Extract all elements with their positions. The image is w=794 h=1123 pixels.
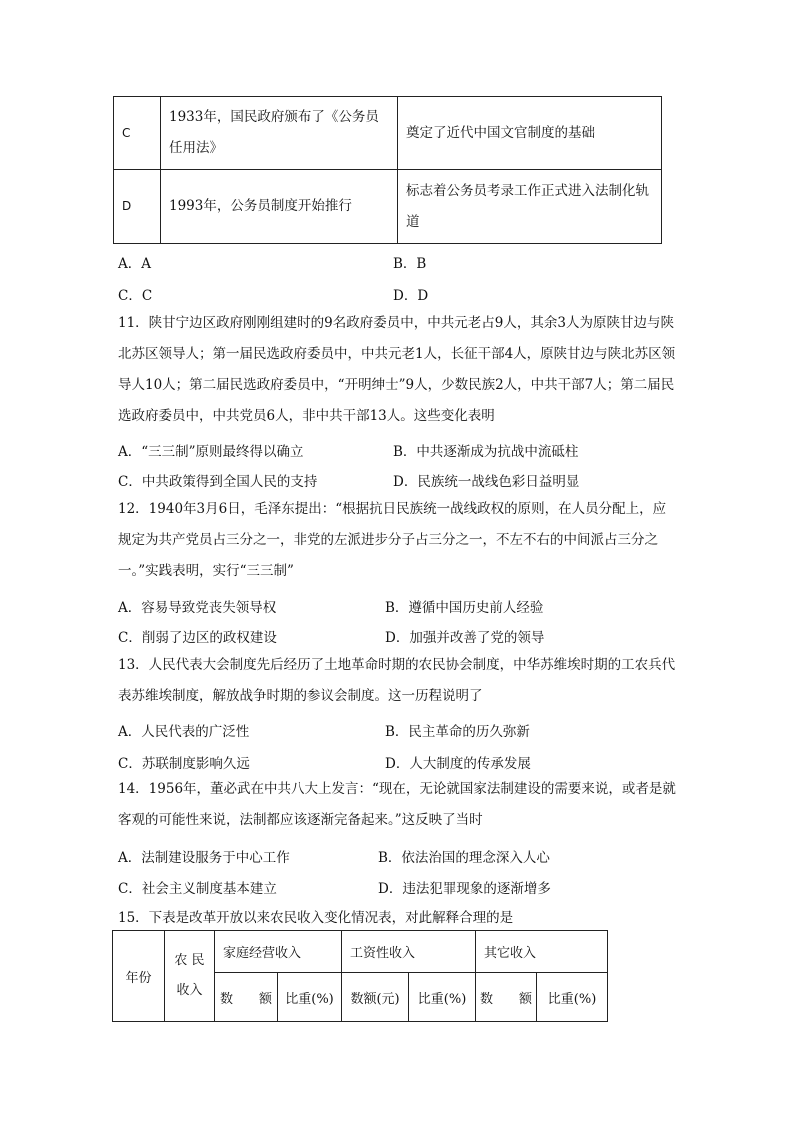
- q14-stem: 14．1956年，董必武在中共八大上发言：“现在，无论就国家法制建设的需要来说，或者是就客观的可能性来说，法制都应该逐渐完备起来。”这反映了当时: [118, 781, 676, 828]
- q13-option-d[interactable]: D．人大制度的传承发展: [385, 756, 531, 772]
- row-event: 1993年，公务员制度开始推行: [161, 170, 398, 244]
- q15-stem: 15．下表是改革开放以来农民收入变化情况表，对此解释合理的是: [118, 910, 514, 926]
- q14-option-c[interactable]: C．社会主义制度基本建立: [118, 881, 277, 897]
- row-label: C: [114, 97, 161, 170]
- q12-option-b[interactable]: B．遵循中国历史前人经验: [385, 600, 544, 616]
- q12-option-c[interactable]: C．削弱了边区的政权建设: [118, 630, 277, 646]
- table-row: [114, 170, 662, 244]
- header-wage-income: 工资性收入: [342, 931, 476, 973]
- q11-stem: 11．陕甘宁边区政府刚刚组建时的9名政府委员中，中共元老占9人，其余3人为原陕甘边与陕北苏区领导人；第一届民选政府委员中，中共元老1人，长征干部4人，原陕甘边与陕北苏区领导人10人；第二届民选政府委员中，“开明绅士”9人，少数民族2人，中共干部7人；第二届民选政府委员中，中共党员6人，非中共干部13人。这些变化表明: [118, 315, 676, 424]
- header-family-income: 家庭经营收入: [215, 931, 342, 973]
- q14-option-b[interactable]: B．依法治国的理念深入人心: [378, 850, 550, 866]
- q13-stem: 13．人民代表大会制度先后经历了土地革命时期的农民协会制度，中华苏维埃时期的工农兵代表苏维埃制度，解放战争时期的参议会制度。这一历程说明了: [118, 657, 676, 704]
- subheader-ratio: 比重(%): [409, 973, 476, 1022]
- subheader-amount: 数 额: [215, 973, 278, 1022]
- subheader-ratio: 比重(%): [537, 973, 608, 1022]
- header-other-income: 其它收入: [476, 931, 608, 973]
- header-year: 年份: [113, 931, 165, 1022]
- row-significance: 标志着公务员考录工作正式进入法制化轨道: [398, 170, 662, 244]
- options-table: [113, 96, 662, 244]
- q11-option-b[interactable]: B．中共逐渐成为抗战中流砥柱: [393, 444, 579, 460]
- q12-stem: 12．1940年3月6日，毛泽东提出：“根据抗日民族统一战线政权的原则，在人员分配上，应规定为共产党员占三分之一，非党的左派进步分子占三分之一，不左不右的中间派占三分之一。”实践表明，实行“三三制”: [118, 501, 667, 579]
- q12-option-a[interactable]: A．容易导致党丧失领导权: [118, 600, 277, 616]
- subheader-amount: 数 额: [476, 973, 537, 1022]
- q13-option-b[interactable]: B．民主革命的历久弥新: [385, 724, 530, 740]
- q10-option-d[interactable]: D．D: [393, 288, 429, 304]
- table-header-row: [113, 931, 608, 973]
- row-label: D: [114, 170, 161, 244]
- q11-option-c[interactable]: C．中共政策得到全国人民的支持: [118, 474, 318, 490]
- q14-option-d[interactable]: D．违法犯罪现象的逐渐增多: [378, 881, 551, 897]
- q13-option-c[interactable]: C．苏联制度影响久远: [118, 756, 250, 772]
- q11-option-d[interactable]: D．民族统一战线色彩日益明显: [393, 474, 580, 490]
- row-significance: 奠定了近代中国文官制度的基础: [398, 97, 662, 170]
- q10-option-b[interactable]: B．B: [393, 256, 427, 272]
- subheader-ratio: 比重(%): [278, 973, 342, 1022]
- row-event: 1933年，国民政府颁布了《公务员任用法》: [161, 97, 398, 170]
- q14-option-a[interactable]: A．法制建设服务于中心工作: [118, 850, 290, 866]
- q11-option-a[interactable]: A．“三三制”原则最终得以确立: [118, 444, 304, 460]
- q13-option-a[interactable]: A．人民代表的广泛性: [118, 724, 250, 740]
- table-row: [114, 97, 662, 170]
- header-income: 农 民 收入: [165, 931, 215, 1022]
- q10-option-c[interactable]: C．C: [118, 288, 153, 304]
- q12-option-d[interactable]: D．加强并改善了党的领导: [385, 630, 545, 646]
- q10-option-a[interactable]: A．A: [118, 256, 151, 272]
- subheader-amount-yuan: 数额(元): [342, 973, 409, 1022]
- income-table: [112, 930, 608, 1022]
